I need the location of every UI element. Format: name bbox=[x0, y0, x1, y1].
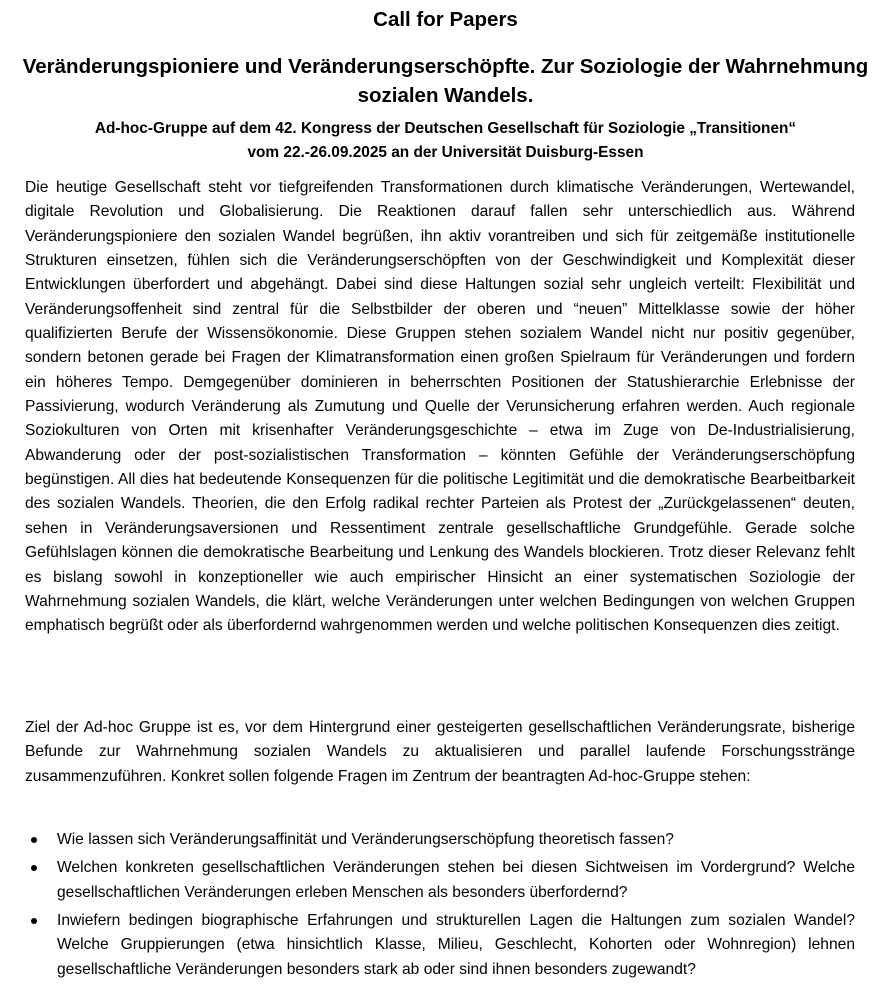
bullet-icon bbox=[31, 918, 37, 924]
event-subtitle-line-1: Ad-hoc-Gruppe auf dem 42. Kongress der Deutschen Gesellschaft für Soziologie „Transitionen“ bbox=[94, 120, 797, 137]
paper-title: Veränderungspioniere und Veränderungserschöpfte. Zur Soziologie der Wahrnehmung sozialen Wandels. bbox=[22, 55, 869, 107]
question-text: Wie lassen sich Veränderungsaffinität und Veränderungserschöpfung theoretisch fassen? bbox=[57, 831, 674, 848]
question-text: Welchen konkreten gesellschaftlichen Veränderungen stehen bei diesen Sichtweisen im Vordergrund? Welche gesellschaftlichen Veränderungen erleben Menschen als besonders überfordernd? bbox=[57, 859, 855, 901]
call-for-papers-heading: Call for Papers bbox=[373, 8, 518, 31]
bullet-icon bbox=[31, 865, 37, 871]
event-subtitle bbox=[20, 117, 871, 165]
intro-paragraph: Die heutige Gesellschaft steht vor tiefgreifenden Transformationen durch klimatische Veränderungen, Wertewandel, digitale Revolution und Globalisierung. Die Reaktionen darauf fallen sehr unterschiedlich aus. Während Veränderungspioniere den sozialen Wandel begrüßen, ihn aktiv vorantreiben und sich für zeitgemäße institutionelle Strukturen einsetzen, fühlen sich die Veränderungserschöpften von der Geschwindigkeit und Komplexität dieser Entwicklungen überfordert und abgehängt. Dabei sind diese Haltungen sozial sehr ungleich verteilt: Flexibilität und Veränderungsoffenheit sind zentral für die Selbstbilder der oberen und “neuen” Mittelklasse sowie der höher qualifizierten Berufe der Wissensökonomie. Diese Gruppen stehen sozialem Wandel nicht nur positiv gegenüber, sondern betonen gerade bei Fragen der Klimatransformation einen großen Spielraum für Veränderungen und fordern ein höheres Tempo. Demgegenüber dominieren in beherrschten Positionen der Statushierarchie Erlebnisse der Passivierung, wodurch Veränderung als Zumutung und Quelle der Verunsicherung erfahren werden. Auch regionale Soziokulturen von Orten mit krisenhafter Veränderungsgeschichte – etwa im Zuge von De-Industrialisierung, Abwanderung oder der post-sozialistischen Transformation – könnten Gefühle der Veränderungserschöpfung begünstigen. All dies hat bedeutende Konsequenzen für die politische Legitimität und die demokratische Bearbeitbarkeit des sozialen Wandels. Theorien, die den Erfolg radikal rechter Parteien als Protest der „Zurückgelassenen“ deuten, sehen in Veränderungsaversionen und Ressentiment zentrale gesellschaftliche Grundgefühle. Gerade solche Gefühlslagen können die demokratische Bearbeitung und Lenkung des Wandels blockieren. Trotz dieser Relevanz fehlt es bislang sowohl in konzeptioneller wie auch empirischer Hinsicht an einer systematischen Soziologie der Wahrnehmung sozialen Wandels, die klärt, welche Veränderungen unter welchen Bedingungen von welchen Gruppen emphatisch begrüßt oder als überfordernd wahrgenommen werden und welche politischen Konsequenzen dies zeitigt. bbox=[25, 179, 855, 635]
list-item bbox=[25, 856, 855, 905]
event-subtitle-line-2: vom 22.-26.09.2025 an der Universität Duisburg-Essen bbox=[247, 144, 644, 161]
bullet-icon bbox=[31, 837, 37, 843]
question-text: Inwiefern bedingen biographische Erfahrungen und strukturellen Lagen die Haltungen zum sozialen Wandel? Welche Gruppierungen (etwa hinsichtlich Klasse, Milieu, Geschlecht, Kohorten oder Wohnregion) lehnen gesellschaftliche Veränderungen besonders stark ab oder sind ihnen besonders zugewandt? bbox=[57, 912, 855, 978]
list-item bbox=[25, 828, 855, 852]
goal-paragraph: Ziel der Ad-hoc Gruppe ist es, vor dem Hintergrund einer gesteigerten gesellschaftlichen Veränderungsrate, bisherige Befunde zur Wahrnehmung sozialen Wandels zu aktualisieren und parallel laufende Forschungsstränge zusammenzuführen. Konkret sollen folgende Fragen im Zentrum der beantragten Ad-hoc-Gruppe stehen: bbox=[25, 719, 855, 785]
list-item bbox=[25, 909, 855, 982]
question-list bbox=[25, 828, 855, 986]
